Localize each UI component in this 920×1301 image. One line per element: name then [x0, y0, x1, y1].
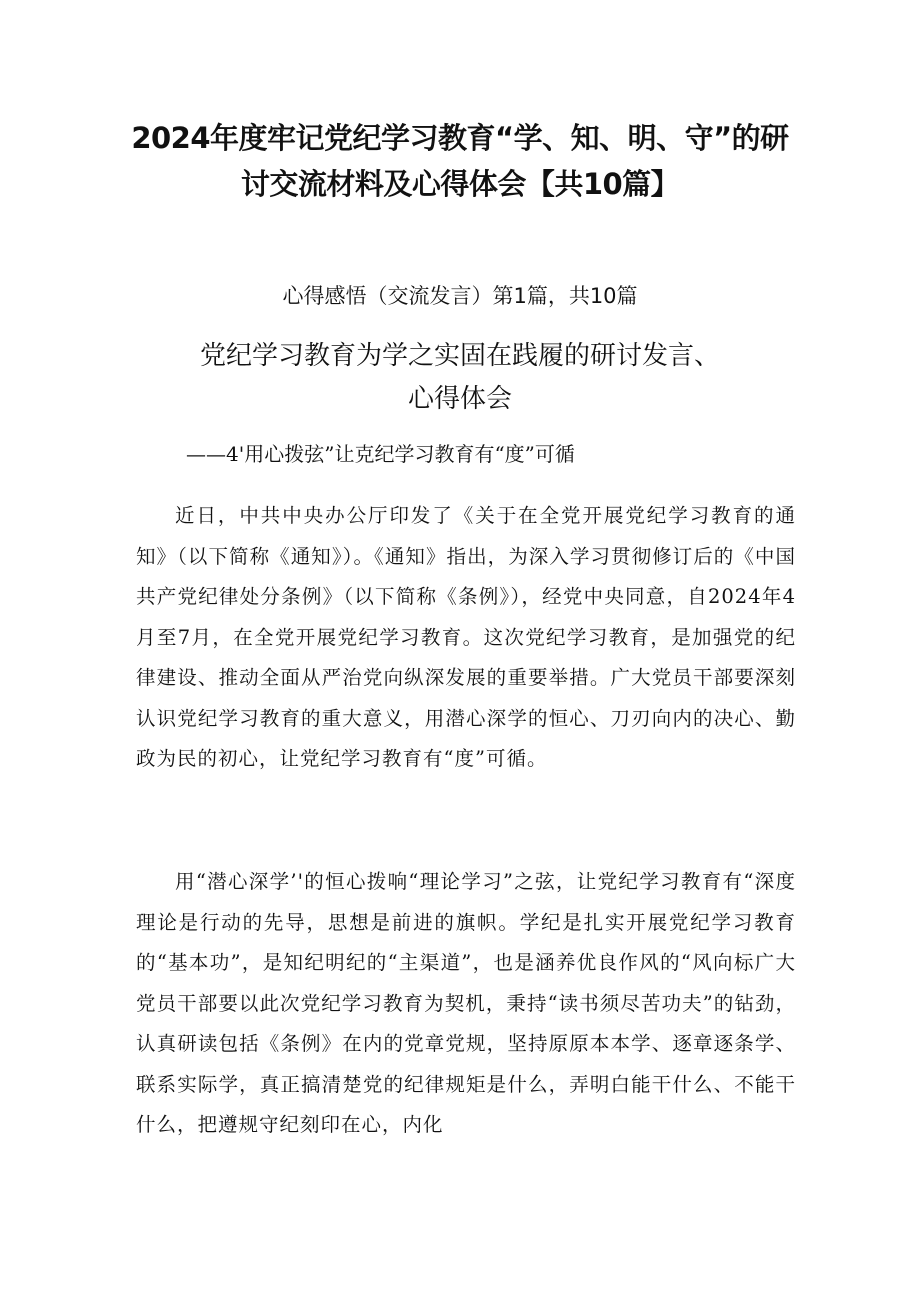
article-title-line-2: 心得体会	[407, 384, 512, 414]
article-title	[140, 335, 780, 421]
body-paragraph-2: 用“潜心深学’'的恒心拨响“理论学习”之弦，让党纪学习教育有“深度理论是行动的先导，思想是前进的旗帜。学纪是扎实开展党纪学习教育的“基本功”，是知纪明纪的“主渠道”，也是涵养优良作风的“风向标广大党员干部要以此次党纪学习教育为契机，秉持“读书须尽苦功夫”的钻劲，认真研读包括《条例》在内的党章党规，坚持原原本本学、逐章逐条学、联系实际学，真正搞清楚党的纪律规矩是什么，弄明白能干什么、不能干什么，把遵规守纪刻印在心，内化	[136, 870, 796, 1136]
document-title	[120, 115, 800, 207]
section-label: 心得感悟（交流发言）第1篇，共10篇	[282, 284, 638, 308]
document-title-line-1: 2024年度牢记党纪学习教育“学、知、明、守”的研	[131, 121, 789, 155]
article-subtitle: ——4'用心拨弦”让克纪学习教育有“度”可循	[186, 442, 575, 466]
article-title-line-1: 党纪学习教育为学之实固在践履的研讨发言、	[199, 341, 720, 371]
body-paragraph-1: 近日，中共中央办公厅印发了《关于在全党开展党纪学习教育的通知》（以下简称《通知》）。《通知》指出，为深入学习贯彻修订后的《中国共产党纪律处分条例》（以下简称《条例》），经党中央同意，自2024年4月至7月，在全党开展党纪学习教育。这次党纪学习教育，是加强党的纪律建设、推动全面从严治党向纵深发展的重要举措。广大党员干部要深刻认识党纪学习教育的重大意义，用潜心深学的恒心、刀刃向内的决心、勤政为民的初心，让党纪学习教育有“度”可循。	[136, 504, 796, 770]
document-title-line-2: 讨交流材料及心得体会【共10篇】	[240, 167, 680, 201]
